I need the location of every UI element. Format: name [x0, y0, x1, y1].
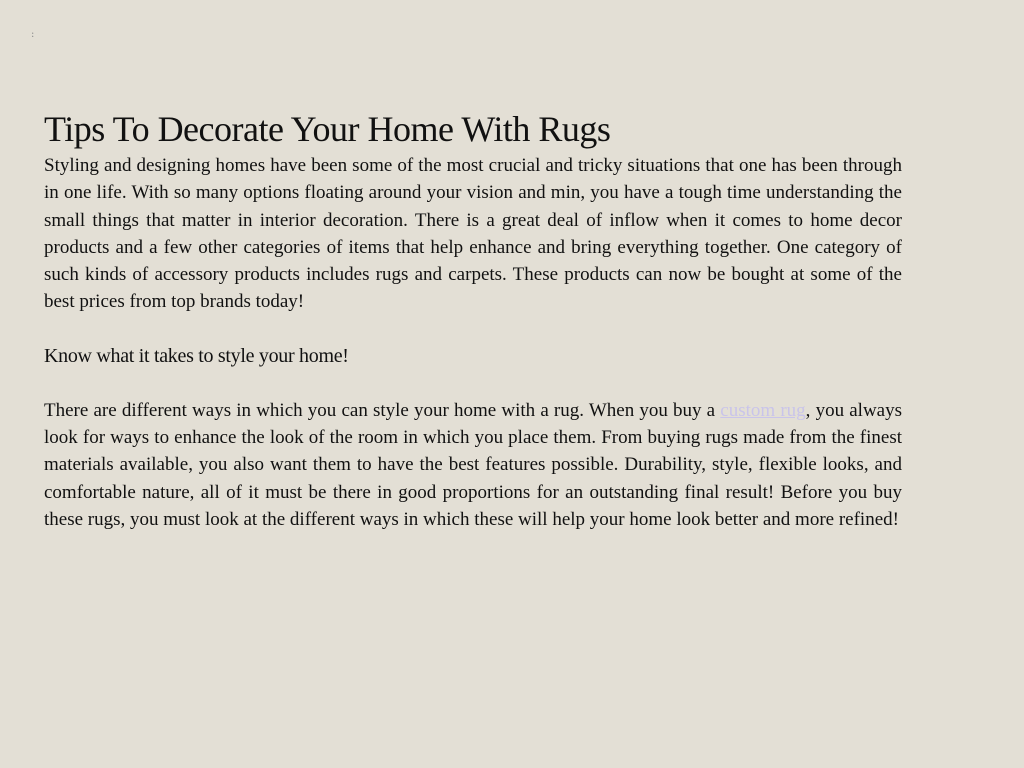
slide-marker: :	[31, 29, 35, 40]
section-subheading: Know what it takes to style your home!	[44, 344, 349, 367]
body-text-after-link: , you always look for ways to enhance the look of the room in which you place them. From buying rugs made from the finest materials available, you also want them to have the best features possible. Durability, style, flexible looks, and comfortable nature, all of it must be there in good proportions for an outstanding final result! Before you buy these rugs, you must look at the different ways in which these will help your home look better and more refined!	[44, 399, 902, 530]
intro-paragraph: Styling and designing homes have been some of the most crucial and tricky situations that one has been through in one life. With so many options floating around your vision and min, you have a tough time understanding the small things that matter in interior decoration. There is a great deal of inflow when it comes to home decor products and a few other categories of items that help enhance and bring everything together. One category of such kinds of accessory products includes rugs and carpets. These products can now be bought at some of the best prices from top brands today!	[44, 155, 902, 313]
article	[44, 108, 902, 533]
custom-rug-link[interactable]: custom rug	[720, 399, 806, 421]
paragraph-spacer	[44, 316, 902, 343]
body-text-before-link: There are different ways in which you can style your home with a rug. When you buy a	[44, 399, 721, 421]
body-paragraph	[44, 397, 902, 533]
article-title: Tips To Decorate Your Home With Rugs	[44, 109, 611, 149]
paragraph-spacer	[44, 370, 902, 397]
